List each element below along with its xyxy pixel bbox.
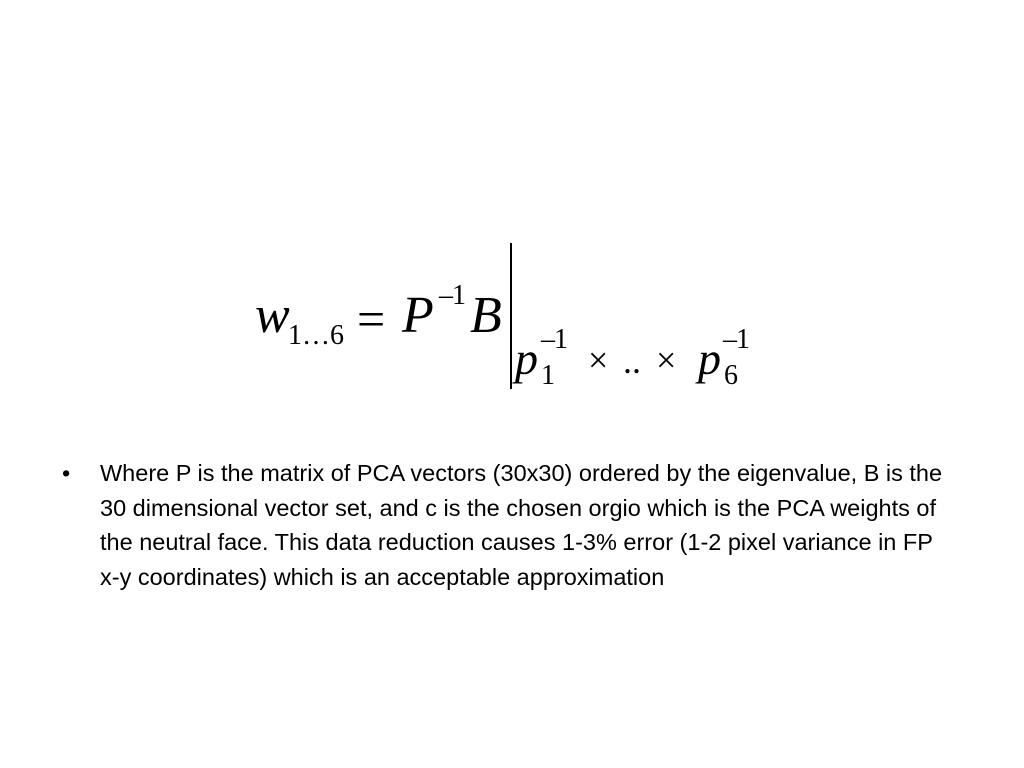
equation-matrix-p-inverse-superscript: –1 <box>439 280 465 311</box>
equation-equals-sign: = <box>357 291 386 347</box>
bullet-marker: • <box>62 460 71 486</box>
equation-p1-symbol: p <box>515 333 538 384</box>
equation-p6-symbol: p <box>698 333 721 384</box>
evaluation-bar <box>510 243 512 389</box>
bullet-item <box>62 456 962 594</box>
bullet-list <box>62 456 962 594</box>
equation-ellipsis: .. <box>623 341 641 381</box>
equation-times-sign-2: × <box>656 340 677 380</box>
equation-lhs-subscript: 1…6 <box>288 320 344 351</box>
equation-matrix-p: P <box>402 287 434 344</box>
equation-p6-subscript: 6 <box>724 360 738 391</box>
equation-p6-superscript: –1 <box>723 324 749 355</box>
equation-p1-subscript: 1 <box>541 360 555 391</box>
equation-p1-superscript: –1 <box>541 324 567 355</box>
equation-lhs-symbol: w <box>255 287 290 344</box>
equation-times-sign-1: × <box>588 340 609 380</box>
equation-vector-b: B <box>470 287 502 344</box>
bullet-text: Where P is the matrix of PCA vectors (30x30) ordered by the eigenvalue, B is the 30 dimensional vector set, and c is the chosen orgio which is the PCA weights of the neutral face. This data reduction causes 1-3% error (1-2 pixel variance in FP x-y coordinates) which is an acceptable approximation <box>100 460 943 590</box>
